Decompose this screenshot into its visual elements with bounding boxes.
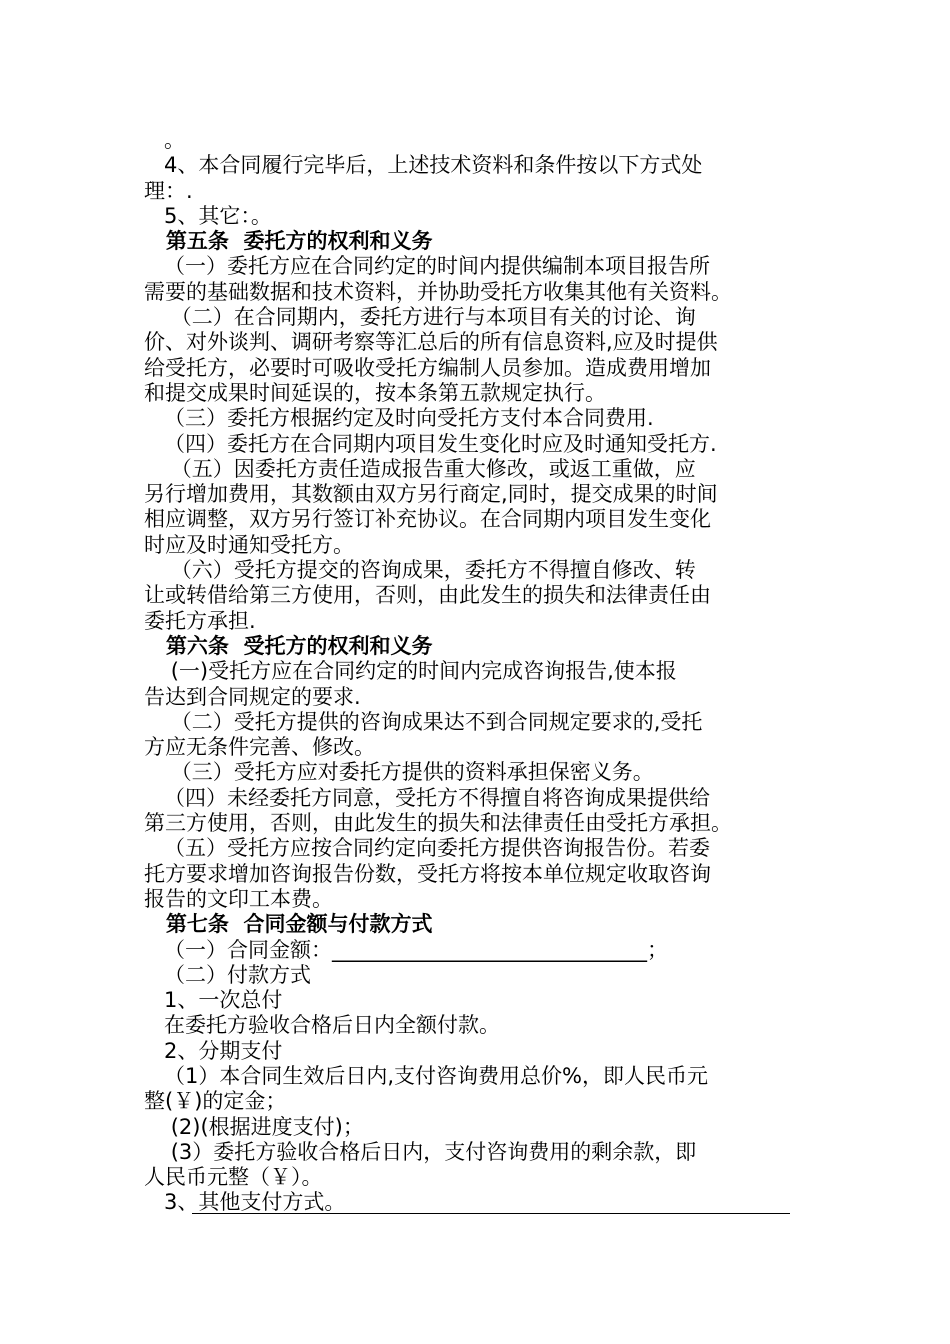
text-line: 人民币元整（￥）。 [144,1165,323,1190]
section-heading-article-7: 第七条 合同金额与付款方式 [144,912,433,937]
text-line: （四）未经委托方同意，受托方不得擅自将咨询成果提供给 [144,785,711,810]
text-line: 托方要求增加咨询报告份数，受托方将按本单位规定收取咨询 [144,861,711,886]
text-line: （二）受托方提供的咨询成果达不到合同规定要求的,受托 [144,709,703,734]
text-line: 3、其他支付方式。 [144,1190,346,1215]
text-line: (3）委托方验收合格后日内，支付咨询费用的剩余款，即 [144,1139,697,1164]
text-line: 需要的基础数据和技术资料，并协助受托方收集其他有关资料。 [144,279,732,304]
text-line: 价、对外谈判、调研考察等汇总后的所有信息资料,应及时提供 [144,330,718,355]
contract-body [144,128,814,1216]
text-line: 1、一次总付 [144,988,283,1013]
text-line: （六）受托方提交的咨询成果，委托方不得擅自修改、转 [144,558,696,583]
text-line: 4、本合同履行完毕后，上述技术资料和条件按以下方式处 [144,153,703,178]
text-line: (2)(根据进度支付)； [144,1114,364,1139]
text-line: （三）委托方根据约定及时向受托方支付本合同费用. [144,406,654,431]
contract-amount-line: （一）合同金额：______________________________； [144,937,669,962]
text-line: 5、其它：。 [144,203,272,228]
text-line: 方应无条件完善、修改。 [144,735,375,760]
text-line: 相应调整，双方另行签订补充协议。在合同期内项目发生变化 [144,507,711,532]
blank-fill-line [192,1213,790,1214]
text-line: 。 [144,128,186,152]
text-line: （五）因委托方责任造成报告重大修改，或返工重做，应 [144,456,696,481]
text-line: （三）受托方应对委托方提供的资料承担保密义务。 [144,760,654,785]
text-line: 理：. [144,178,193,203]
section-heading-article-6: 第六条 受托方的权利和义务 [144,633,433,658]
text-line: 在委托方验收合格后日内全额付款。 [144,1013,501,1038]
text-line: （一）委托方应在合同约定的时间内提供编制本项目报告所 [144,254,711,279]
text-line: （五）受托方应按合同约定向委托方提供咨询报告份。若委 [144,836,711,861]
section-heading-article-5: 第五条 委托方的权利和义务 [144,229,433,254]
text-line: 整(￥)的定金； [144,1089,287,1114]
text-line: （1）本合同生效后日内,支付咨询费用总价%，即人民币元 [144,1063,709,1088]
text-line: (一)受托方应在合同约定的时间内完成咨询报告,使本报 [144,659,677,684]
text-line: 另行增加费用，其数额由双方另行商定,同时，提交成果的时间 [144,482,718,507]
text-line: 报告的文印工本费。 [144,886,333,911]
text-line: （四）委托方在合同期内项目发生变化时应及时通知受托方. [144,431,717,456]
text-line: 和提交成果时间延误的，按本条第五款规定执行。 [144,380,606,405]
text-line: 2、分期支付 [144,1038,283,1063]
text-line: 委托方承担. [144,608,256,633]
text-line: （二）付款方式 [144,962,312,987]
text-line: 告达到合同规定的要求. [144,684,361,709]
text-line: 给受托方，必要时可吸收受托方编制人员参加。造成费用增加 [144,355,711,380]
text-line: 第三方使用，否则，由此发生的损失和法律责任由受托方承担。 [144,811,732,836]
text-line: 让或转借给第三方使用，否则，由此发生的损失和法律责任由 [144,583,711,608]
text-line: 时应及时通知受托方。 [144,532,354,557]
text-line: （二）在合同期内，委托方进行与本项目有关的讨论、询 [144,305,696,330]
